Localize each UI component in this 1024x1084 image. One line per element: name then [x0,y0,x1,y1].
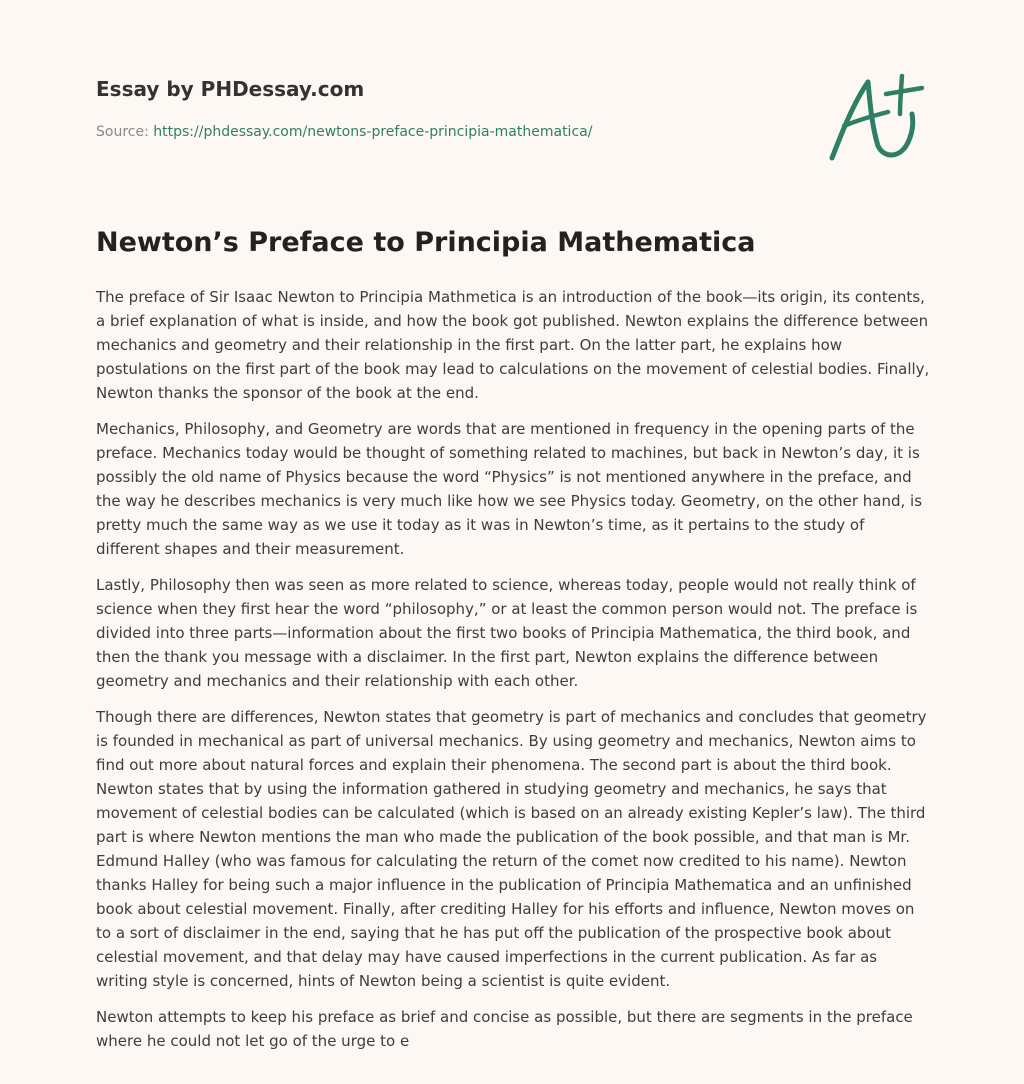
source-line [96,124,592,140]
article-paragraph: Mechanics, Philosophy, and Geometry are words that are mentioned in frequency in the opening parts of the preface. Mechanics today would be thought of something related to machines, but back in Newton’s day, it is possibly the old name of Physics because the word “Physics” is not mentioned anywhere in the preface, and the way he describes mechanics is very much like how we see Physics today. Geometry, on the other hand, is pretty much the same way as we use it today as it was in Newton’s time, as it pertains to the study of different shapes and their measurement. [96,420,923,558]
article-body [96,285,930,1065]
article-title: Newton’s Preface to Principia Mathematica [96,227,756,258]
site-title: Essay by PHDessay.com [96,77,365,101]
article-paragraph: Lastly, Philosophy then was seen as more related to science, whereas today, people would not really think of science when they first hear the word “philosophy,” or at least the common person would not. The preface is divided into three parts—information about the first two books of Principia Mathematica, the third book, and then the thank you message with a disclaimer. In the first part, Newton explains the difference between geometry and mechanics and their relationship with each other. [96,576,918,690]
article-paragraph: Though there are differences, Newton states that geometry is part of mechanics and concludes that geometry is founded in mechanical as part of universal mechanics. By using geometry and mechanics, Newton aims to find out more about natural forces and explain their phenomena. The second part is about the third book. Newton states that by using the information gathered in studying geometry and mechanics, he says that movement of celestial bodies can be calculated (which is based on an already existing Kepler’s law). The third part is where Newton mentions the man who made the publication of the book possible, and that man is Mr. Edmund Halley (who was famous for calculating the return of the comet now credited to his name). Newton thanks Halley for being such a major influence in the publication of Principia Mathematica and an unfinished book about celestial movement. Finally, after crediting Halley for his efforts and influence, Newton moves on to a sort of disclaimer in the end, saying that he has put off the publication of the prospective book about celestial movement, and that delay may have caused imperfections in the current publication. As far as writing style is concerned, hints of Newton being a scientist is quite evident. [96,708,927,990]
article-paragraph: The preface of Sir Isaac Newton to Principia Mathmetica is an introduction of the book—its origin, its contents, a brief explanation of what is inside, and how the book got published. Newton explains the difference between mechanics and geometry and their relationship in the first part. On the latter part, he explains how postulations on the first part of the book may lead to calculations on the movement of celestial bodies. Finally, Newton thanks the sponsor of the book at the end. [96,288,930,402]
a-plus-logo-icon [826,68,926,164]
page-header [96,0,928,200]
article-paragraph: Newton attempts to keep his preface as brief and concise as possible, but there are segments in the preface where he could not let go of the urge to e [96,1008,913,1050]
source-label: Source: [96,124,154,140]
source-link[interactable]: https://phdessay.com/newtons-preface-principia-mathematica/ [153,124,593,140]
